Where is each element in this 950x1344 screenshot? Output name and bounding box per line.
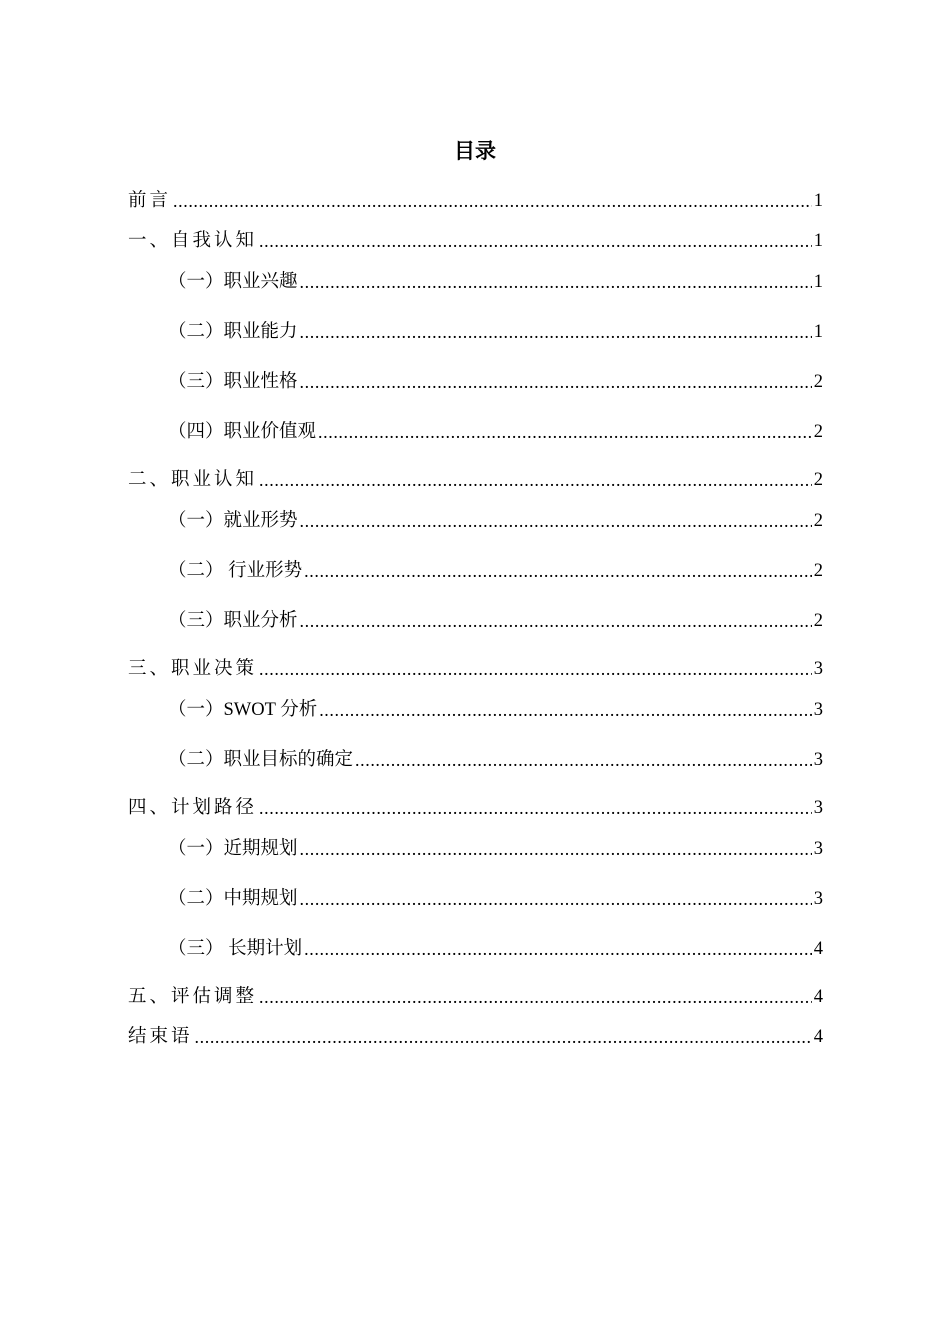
toc-page-number: 2 (813, 611, 823, 631)
toc-entry-label: 四、计划路径 (128, 798, 258, 818)
toc-page-number: 2 (813, 422, 823, 442)
toc-entry-label: （二）中期规划 (168, 889, 298, 909)
toc-page-number: 4 (813, 939, 823, 959)
toc-entry-label: （二）职业目标的确定 (168, 750, 354, 770)
toc-entry[interactable] (128, 980, 823, 1010)
toc-entry-label: （一）职业兴趣 (168, 272, 298, 292)
toc-entry-label: 前言 (128, 191, 172, 211)
toc-dot-leader (300, 836, 812, 862)
toc-entry-label: （二） 行业形势 (168, 561, 303, 581)
toc-entry[interactable] (168, 882, 823, 912)
toc-entry-label: （三） 长期计划 (168, 939, 303, 959)
toc-entry[interactable] (168, 832, 823, 862)
toc-dot-leader (300, 269, 812, 295)
toc-entry[interactable] (168, 415, 823, 445)
toc-dot-leader (355, 747, 812, 773)
toc-entry[interactable] (168, 554, 823, 584)
toc-page-number: 3 (813, 889, 823, 909)
toc-entry-label: 五、评估调整 (128, 987, 258, 1007)
toc-entry[interactable] (168, 932, 823, 962)
toc-dot-leader (318, 419, 812, 445)
toc-entry-label: （二）职业能力 (168, 322, 298, 342)
toc-entry[interactable] (128, 652, 823, 682)
toc-dot-leader (259, 984, 812, 1010)
toc-dot-leader (300, 319, 812, 345)
toc-entry[interactable] (128, 463, 823, 493)
toc-page-number: 2 (813, 470, 823, 490)
toc-page-number: 3 (813, 798, 823, 818)
toc-entry[interactable] (168, 604, 823, 634)
toc-entry-label: （四）职业价值观 (168, 422, 317, 442)
toc-entry[interactable] (128, 1020, 823, 1050)
toc-dot-leader (304, 558, 812, 584)
toc-title: 目录 (454, 139, 496, 163)
toc-entry-label: 一、自我认知 (128, 231, 258, 251)
toc-dot-leader (300, 608, 812, 634)
toc-entry-label: （三）职业分析 (168, 611, 298, 631)
toc-page-number: 1 (813, 322, 823, 342)
toc-page-number: 2 (813, 372, 823, 392)
toc-entry-label: （一）近期规划 (168, 839, 298, 859)
toc-page-number: 3 (813, 839, 823, 859)
toc-dot-leader (259, 228, 812, 254)
toc-entry[interactable] (168, 743, 823, 773)
toc-entry-label: （一）就业形势 (168, 511, 298, 531)
toc-entry[interactable] (128, 791, 823, 821)
toc-page-number: 4 (813, 1027, 823, 1047)
toc-page-number: 3 (813, 750, 823, 770)
toc-page-number: 1 (813, 272, 823, 292)
toc-entry[interactable] (168, 504, 823, 534)
toc-entry-label: （一）SWOT 分析 (168, 700, 318, 720)
toc-entry-label: 结束语 (128, 1027, 193, 1047)
toc-dot-leader (300, 886, 812, 912)
toc-dot-leader (195, 1024, 812, 1050)
toc-page-number: 3 (813, 659, 823, 679)
toc-page-number: 4 (813, 987, 823, 1007)
toc-entry-label: （三）职业性格 (168, 372, 298, 392)
toc-dot-leader (300, 369, 812, 395)
toc-dot-leader (304, 936, 812, 962)
toc-page-number: 2 (813, 511, 823, 531)
toc-entry[interactable] (168, 365, 823, 395)
toc-dot-leader (259, 467, 812, 493)
toc-page-number: 3 (813, 700, 823, 720)
toc-entry[interactable] (128, 184, 823, 214)
toc-dot-leader (319, 697, 812, 723)
toc-entry[interactable] (168, 265, 823, 295)
toc-entry-label: 二、职业认知 (128, 470, 258, 490)
toc-entry-label: 三、职业决策 (128, 659, 258, 679)
toc-entry[interactable] (168, 315, 823, 345)
toc-dot-leader (259, 656, 812, 682)
toc-page-number: 1 (813, 191, 823, 211)
toc-entry[interactable] (128, 224, 823, 254)
toc-page-number: 2 (813, 561, 823, 581)
toc-page-number: 1 (813, 231, 823, 251)
toc-dot-leader (173, 188, 812, 214)
toc-dot-leader (259, 795, 812, 821)
toc-entry[interactable] (168, 693, 823, 723)
toc-dot-leader (300, 508, 812, 534)
